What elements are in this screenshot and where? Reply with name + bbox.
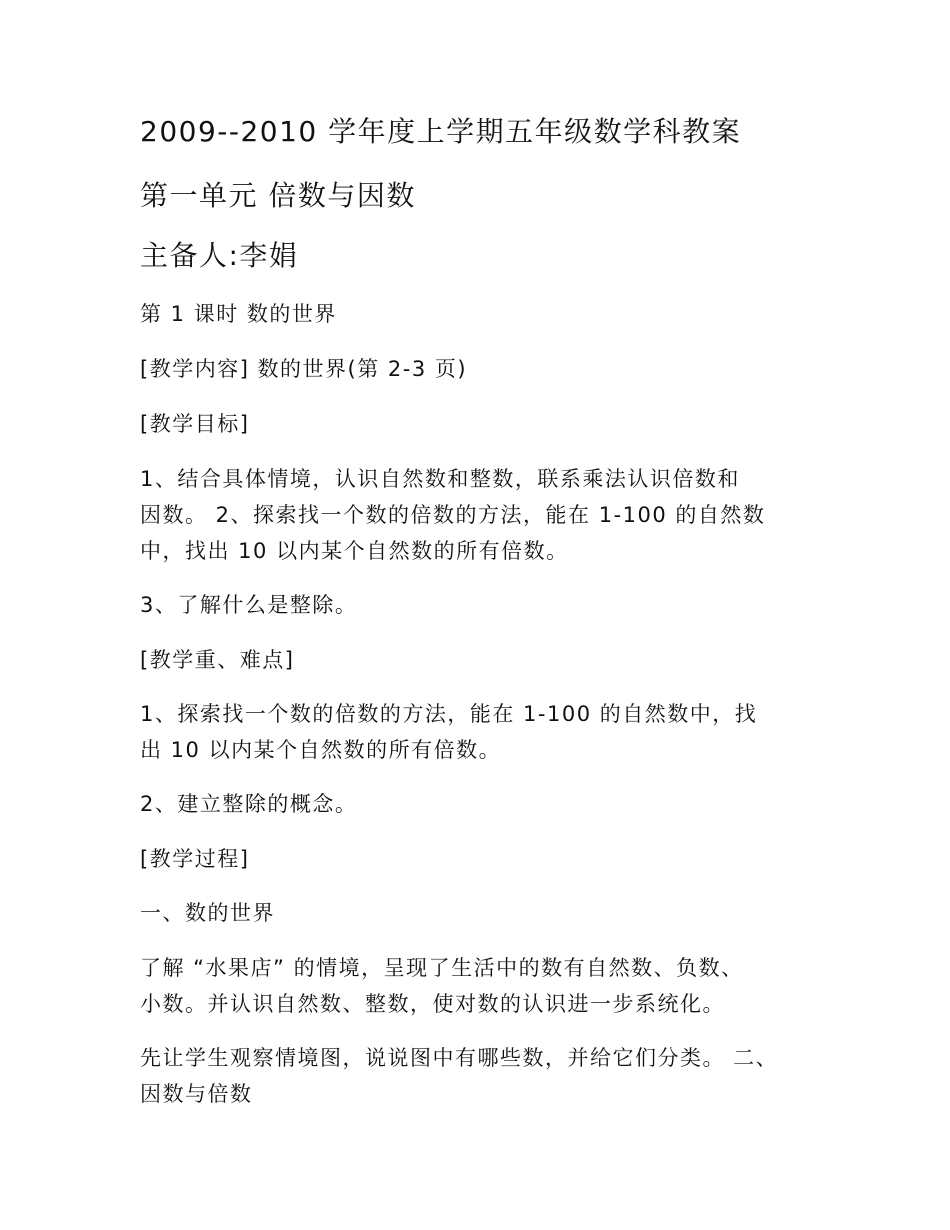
keypoints-heading: [教学重、难点] — [140, 648, 295, 672]
document-title: 2009--2010 学年度上学期五年级数学科教案 — [140, 115, 742, 148]
section-1-heading: 一、数的世界 — [140, 901, 275, 925]
keypoint-1-line-1: 1、探索找一个数的倍数的方法，能在 1-100 的自然数中，找 — [140, 702, 758, 726]
goal-1-line-2: 因数。 2、探索找一个数的倍数的方法，能在 1-100 的自然数 — [140, 503, 766, 527]
process-heading: [教学过程] — [140, 847, 250, 871]
goal-1-line-3: 中，找出 10 以内某个自然数的所有倍数。 — [140, 539, 569, 563]
para-1-line-2: 小数。并认识自然数、整数，使对数的认识进一步系统化。 — [140, 992, 725, 1016]
goals-heading: [教学目标] — [140, 412, 250, 436]
keypoint-1-line-2: 出 10 以内某个自然数的所有倍数。 — [140, 738, 502, 762]
preparer-line: 主备人:李娟 — [140, 239, 299, 272]
para-2-line-2: 因数与倍数 — [140, 1082, 253, 1106]
keypoint-2: 2、建立整除的概念。 — [140, 792, 358, 816]
content-line: [教学内容] 数的世界(第 2-3 页) — [140, 357, 468, 381]
goal-1-line-1: 1、结合具体情境，认识自然数和整数，联系乘法认识倍数和 — [140, 467, 740, 491]
goal-3: 3、了解什么是整除。 — [140, 593, 358, 617]
lesson-line: 第 1 课时 数的世界 — [140, 302, 337, 326]
unit-heading: 第一单元 倍数与因数 — [140, 179, 416, 212]
para-2-line-1: 先让学生观察情境图，说说图中有哪些数，并给它们分类。 二、 — [140, 1046, 779, 1070]
para-1-line-1: 了解 “水果店” 的情境，呈现了生活中的数有自然数、负数、 — [140, 956, 744, 980]
